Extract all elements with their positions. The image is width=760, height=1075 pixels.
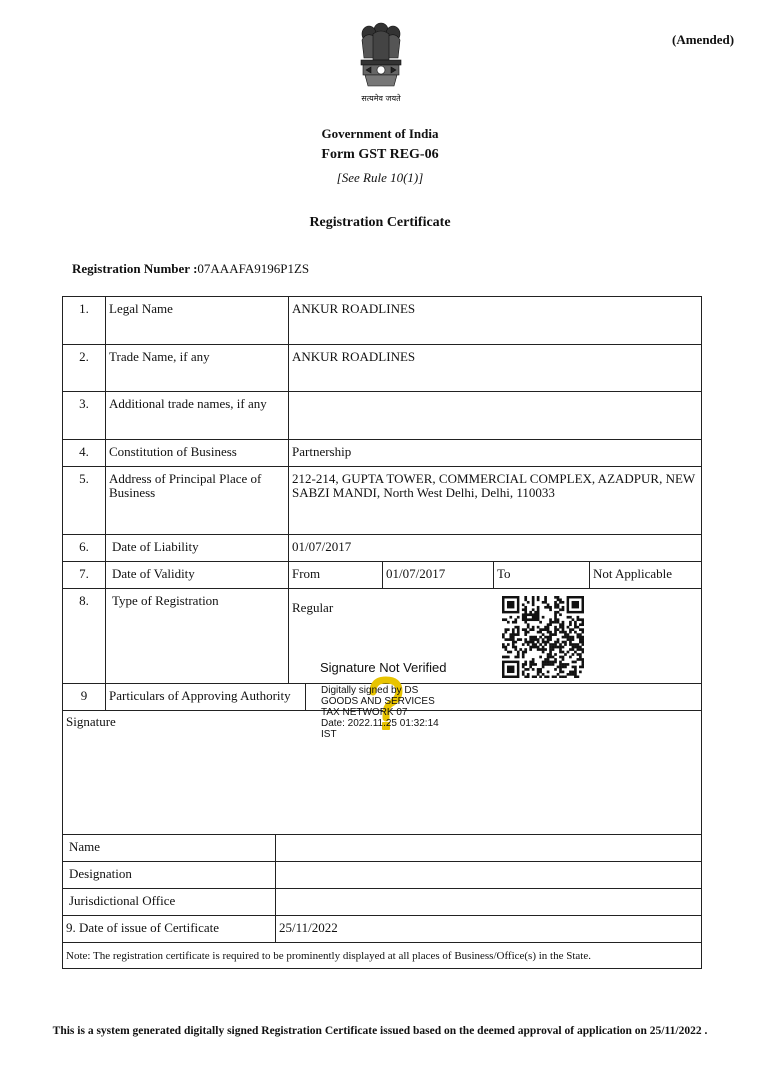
- row-number: 6.: [63, 535, 106, 561]
- qr-code-icon: [502, 596, 584, 678]
- row-number: 4.: [63, 440, 106, 466]
- validity-to-label: To: [494, 562, 590, 588]
- table-row-constitution: [63, 440, 701, 467]
- row-number: 7.: [63, 562, 106, 588]
- table-row-jurisdictional-office: [63, 889, 701, 916]
- row-value: [276, 835, 701, 861]
- row-label: Designation: [63, 862, 276, 888]
- validity-from-value: 01/07/2017: [383, 562, 494, 588]
- table-row-date-of-validity: [63, 562, 701, 589]
- note-text: Note: The registration certificate is required to be prominently displayed at all places of Business/Office(s) in the State.: [66, 950, 591, 962]
- row-label: Particulars of Approving Authority: [106, 684, 306, 710]
- row-number: 9: [63, 684, 106, 710]
- row-value: 212-214, GUPTA TOWER, COMMERCIAL COMPLEX, AZADPUR, NEW SABZI MANDI, North West Delhi, Delhi, 110033: [292, 471, 695, 500]
- registration-number-label: Registration Number :: [72, 261, 198, 276]
- row-number: 1.: [63, 297, 106, 344]
- row-value: [276, 862, 701, 888]
- certificate-table: [62, 296, 702, 969]
- signature-label: Signature: [66, 714, 116, 729]
- qr-code: [502, 596, 584, 678]
- table-row-legal-name: [63, 297, 701, 345]
- row-value: Regular: [292, 600, 334, 615]
- lion-capital-icon: [352, 20, 410, 92]
- row-label: Constitution of Business: [106, 440, 289, 466]
- row-label: Name: [63, 835, 276, 861]
- registration-number: [72, 261, 309, 277]
- row-label: Legal Name: [106, 297, 289, 344]
- row-label: Date of Validity: [106, 562, 289, 588]
- amended-label: (Amended): [672, 32, 735, 47]
- row-number: 3.: [63, 392, 106, 439]
- form-title: Form GST REG-06: [321, 147, 439, 162]
- row-label: Trade Name, if any: [106, 345, 289, 391]
- row-value: [276, 889, 701, 915]
- row-number: 2.: [63, 345, 106, 391]
- table-row-designation: [63, 862, 701, 889]
- row-label: Additional trade names, if any: [106, 392, 289, 439]
- signature-line: GOODS AND SERVICES: [321, 696, 435, 707]
- row-number: 5.: [63, 467, 106, 534]
- row-value: 01/07/2017: [292, 539, 352, 554]
- signature-line: Date: 2022.11.25 01:32:14: [321, 718, 439, 729]
- row-label: 9. Date of issue of Certificate: [63, 916, 276, 942]
- signature-line: Digitally signed by DS: [321, 685, 419, 696]
- row-value: [289, 392, 701, 439]
- signature-status: Signature Not Verified: [320, 660, 447, 675]
- rule-reference: [See Rule 10(1)]: [336, 170, 424, 185]
- certificate-title: Registration Certificate: [309, 215, 451, 230]
- table-row-additional-trade-names: [63, 392, 701, 440]
- row-label: Jurisdictional Office: [63, 889, 276, 915]
- signature-line: TAX NETWORK 07: [321, 707, 408, 718]
- government-heading: Government of India: [321, 126, 439, 141]
- table-row-name: [63, 835, 701, 862]
- signature-details: [321, 685, 439, 740]
- row-label: Address of Principal Place of Business: [106, 467, 289, 534]
- table-row-date-of-issue: [63, 916, 701, 943]
- table-row-trade-name: [63, 345, 701, 392]
- signature-line: IST: [321, 729, 337, 740]
- emblem-motto: सत्यमेव जयते: [361, 94, 401, 103]
- registration-number-value: 07AAAFA9196P1ZS: [197, 261, 310, 276]
- row-value: 25/11/2022: [279, 920, 338, 935]
- row-value: Partnership: [292, 444, 352, 459]
- table-row-note: [63, 943, 701, 968]
- row-label: Date of Liability: [106, 535, 289, 561]
- row-label: Type of Registration: [106, 589, 289, 683]
- table-row-address: [63, 467, 701, 535]
- row-number: 8.: [63, 589, 106, 683]
- row-value: ANKUR ROADLINES: [292, 349, 416, 364]
- table-row-date-of-liability: [63, 535, 701, 562]
- validity-to-value: Not Applicable: [593, 566, 673, 581]
- national-emblem: [352, 20, 410, 110]
- footer-disclaimer: This is a system generated digitally signed Registration Certificate issued based on the deemed approval of application on 25/11/2022 .: [52, 1025, 708, 1037]
- validity-from-label: From: [289, 562, 383, 588]
- row-value: ANKUR ROADLINES: [292, 301, 416, 316]
